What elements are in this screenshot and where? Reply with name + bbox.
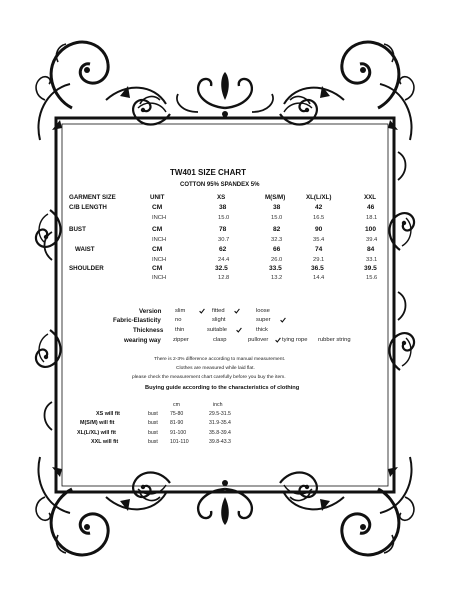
cell-inch: 16.5: [313, 215, 325, 221]
option-super: super: [256, 317, 271, 323]
cell-inch: 15.6: [366, 275, 378, 281]
cell-inch: 39.4: [366, 237, 378, 243]
chart-subtitle: COTTON 95% SPANDEX 5%: [180, 182, 260, 188]
guide-row-label: M(S/M) will fit: [80, 420, 115, 426]
guide-row-cm: 81-90: [170, 420, 184, 426]
cell-cm: 74: [315, 246, 323, 253]
row-label-shoulder: SHOULDER: [69, 265, 104, 272]
unit-inch: INCH: [152, 215, 167, 221]
cell-inch: 14.4: [313, 275, 325, 281]
guide-header-inch: inch: [213, 402, 223, 408]
unit-inch: INCH: [152, 257, 167, 263]
cell-inch: 35.4: [313, 237, 325, 243]
option-zipper: zipper: [173, 337, 189, 343]
option-slim: slim: [175, 308, 186, 314]
cell-inch: 32.3: [271, 237, 283, 243]
guide-row-cm: 91-100: [170, 430, 187, 436]
cell-cm: 84: [367, 246, 375, 253]
option-no: no: [175, 317, 182, 323]
guide-row-label: XL(L/XL) will fit: [77, 430, 116, 436]
cell-cm: 39.5: [364, 265, 377, 272]
garment-size-header: GARMENT SIZE: [69, 194, 116, 201]
guide-row-label: XXL will fit: [91, 439, 119, 445]
chart-title: TW401 SIZE CHART: [170, 168, 247, 177]
check-icon: [234, 308, 240, 314]
row-label-waist: WAIST: [75, 246, 95, 253]
option-tying-rope: tying rope: [282, 337, 308, 343]
cell-cm: 66: [273, 246, 281, 253]
cell-cm: 62: [219, 246, 227, 253]
cell-cm: 82: [273, 226, 281, 233]
option-slight: slight: [212, 317, 226, 323]
cell-cm: 100: [365, 226, 377, 233]
cell-inch: 15.0: [218, 215, 230, 221]
size-header-m: M(S/M): [265, 194, 286, 201]
unit-cm: CM: [152, 204, 163, 211]
unit-inch: INCH: [152, 275, 167, 281]
guide-row-cm: 101-110: [170, 439, 189, 445]
buying-guide-title: Buying guide according to the characteristics of clothing: [145, 385, 300, 391]
unit-inch: INCH: [152, 237, 167, 243]
option-loose: loose: [256, 308, 270, 314]
cell-inch: 18.1: [366, 215, 378, 221]
note-line: please check the measurement chart carefully before you buy the item.: [132, 375, 286, 380]
option-pullover: pullover: [248, 337, 269, 343]
property-label-fabric-elasticity: Fabric-Elasticity: [113, 317, 161, 324]
guide-row-part: bust: [148, 420, 158, 426]
option-suitable: suitable: [207, 327, 227, 333]
check-icon: [275, 337, 281, 343]
note-line: Clothes are measured while laid flat.: [176, 366, 255, 371]
check-icon: [199, 308, 205, 314]
size-header-xl: XL(L/XL): [306, 194, 332, 201]
unit-cm: CM: [152, 226, 163, 233]
cell-cm: 36.5: [311, 265, 324, 272]
guide-row-part: bust: [148, 411, 158, 417]
cell-inch: 26.0: [271, 257, 283, 263]
cell-inch: 13.2: [271, 275, 283, 281]
property-label-wearing-way: wearing way: [124, 337, 161, 344]
cell-cm: 33.5: [269, 265, 282, 272]
guide-row-cm: 75-80: [170, 411, 184, 417]
cell-cm: 78: [219, 226, 227, 233]
property-label-version: Version: [139, 308, 162, 315]
guide-row-inch: 29.5-31.5: [209, 411, 231, 417]
guide-row-part: bust: [148, 430, 158, 436]
unit-header: UNIT: [150, 194, 165, 201]
guide-row-label: XS will fit: [96, 411, 120, 417]
option-thick: thick: [256, 327, 268, 333]
guide-header-cm: cm: [173, 402, 180, 408]
option-fitted: fitted: [212, 308, 225, 314]
cell-cm: 32.5: [215, 265, 228, 272]
option-rubber-string: rubber string: [318, 337, 351, 343]
option-clasp: clasp: [213, 337, 227, 343]
size-header-xxl: XXL: [364, 194, 377, 201]
guide-row-part: bust: [148, 439, 158, 445]
cell-inch: 30.7: [218, 237, 230, 243]
cell-cm: 46: [367, 204, 375, 211]
option-thin: thin: [175, 327, 185, 333]
property-label-thickness: Thickness: [133, 327, 164, 334]
guide-row-inch: 39.8-43.3: [209, 439, 231, 445]
row-label-cb-length: C/B LENGTH: [69, 204, 107, 211]
unit-cm: CM: [152, 265, 163, 272]
cell-inch: 33.1: [366, 257, 378, 263]
cell-inch: 12.8: [218, 275, 230, 281]
row-label-bust: BUST: [69, 226, 86, 233]
unit-cm: CM: [152, 246, 163, 253]
guide-row-inch: 35.8-39.4: [209, 430, 231, 436]
size-header-xs: XS: [217, 194, 226, 201]
cell-inch: 29.1: [313, 257, 325, 263]
cell-inch: 15.0: [271, 215, 283, 221]
note-line: There is 2-3% difference according to manual measurement.: [154, 357, 286, 362]
check-icon: [280, 317, 286, 323]
cell-cm: 42: [315, 204, 323, 211]
cell-cm: 38: [219, 204, 227, 211]
check-icon: [236, 327, 242, 333]
guide-row-inch: 31.9-35.4: [209, 420, 231, 426]
cell-cm: 90: [315, 226, 323, 233]
cell-cm: 38: [273, 204, 281, 211]
cell-inch: 24.4: [218, 257, 230, 263]
